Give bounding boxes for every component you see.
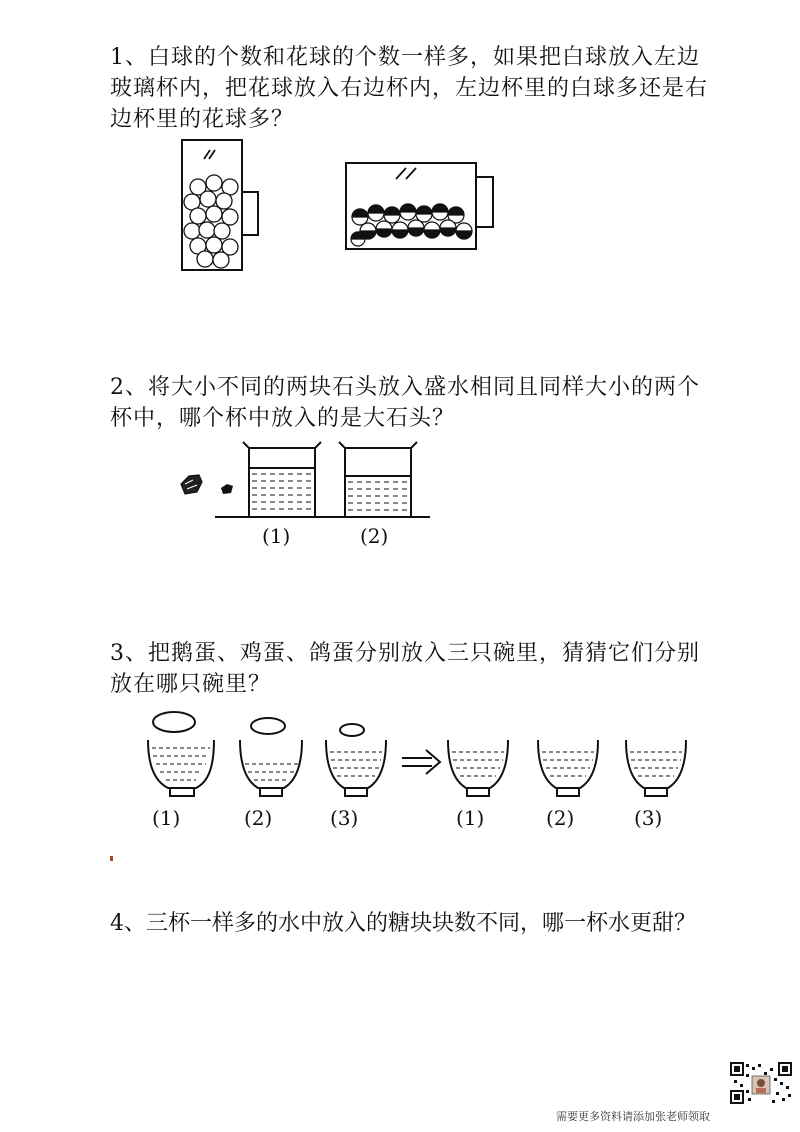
goose-egg — [153, 712, 195, 732]
bowl-1-caption: (1) — [152, 806, 181, 830]
cup-1 — [243, 442, 321, 517]
large-stone — [181, 475, 202, 494]
qr-code-icon — [730, 1062, 792, 1104]
question-3-figure — [130, 708, 700, 808]
question-4-text: 4、三杯一样多的水中放入的糖块块数不同，哪一杯水更甜？ — [110, 911, 696, 936]
bowl-right-3-caption: (3) — [634, 806, 663, 830]
cup-1-caption: (1) — [262, 524, 291, 548]
pigeon-egg — [340, 724, 364, 736]
stray-mark — [110, 856, 113, 861]
cup-2-caption: (2) — [360, 524, 389, 548]
right-glass-handle — [476, 177, 493, 227]
bowl-2 — [240, 740, 302, 796]
chicken-egg — [251, 718, 285, 734]
question-1-figure — [170, 135, 510, 280]
question-2-text: 2、将大小不同的两块石头放入盛水相同且同样大小的两个杯中，哪个杯中放入的是大石头？ — [110, 375, 700, 431]
bowl-2-caption: (2) — [244, 806, 273, 830]
double-arrow — [402, 750, 440, 774]
cup-2 — [339, 442, 417, 517]
patterned-balls — [351, 204, 472, 246]
small-stone — [221, 484, 233, 494]
white-balls — [184, 175, 238, 268]
question-3-text: 3、把鹅蛋、鸡蛋、鸽蛋分别放入三只碗里，猜猜它们分别放在哪只碗里？ — [110, 641, 700, 697]
left-glass-handle — [242, 192, 258, 235]
question-2-figure — [175, 432, 440, 522]
bowl-right-2-caption: (2) — [546, 806, 575, 830]
bowl-right-1-caption: (1) — [456, 806, 485, 830]
footer-note: 需要更多资料请添加张老师领取 — [556, 1110, 710, 1123]
bowl-3-caption: (3) — [330, 806, 359, 830]
question-1-text: 1、白球的个数和花球的个数一样多，如果把白球放入左边玻璃杯内，把花球放入右边杯内，左边杯里的白球多还是右边杯里的花球多？ — [110, 45, 709, 132]
